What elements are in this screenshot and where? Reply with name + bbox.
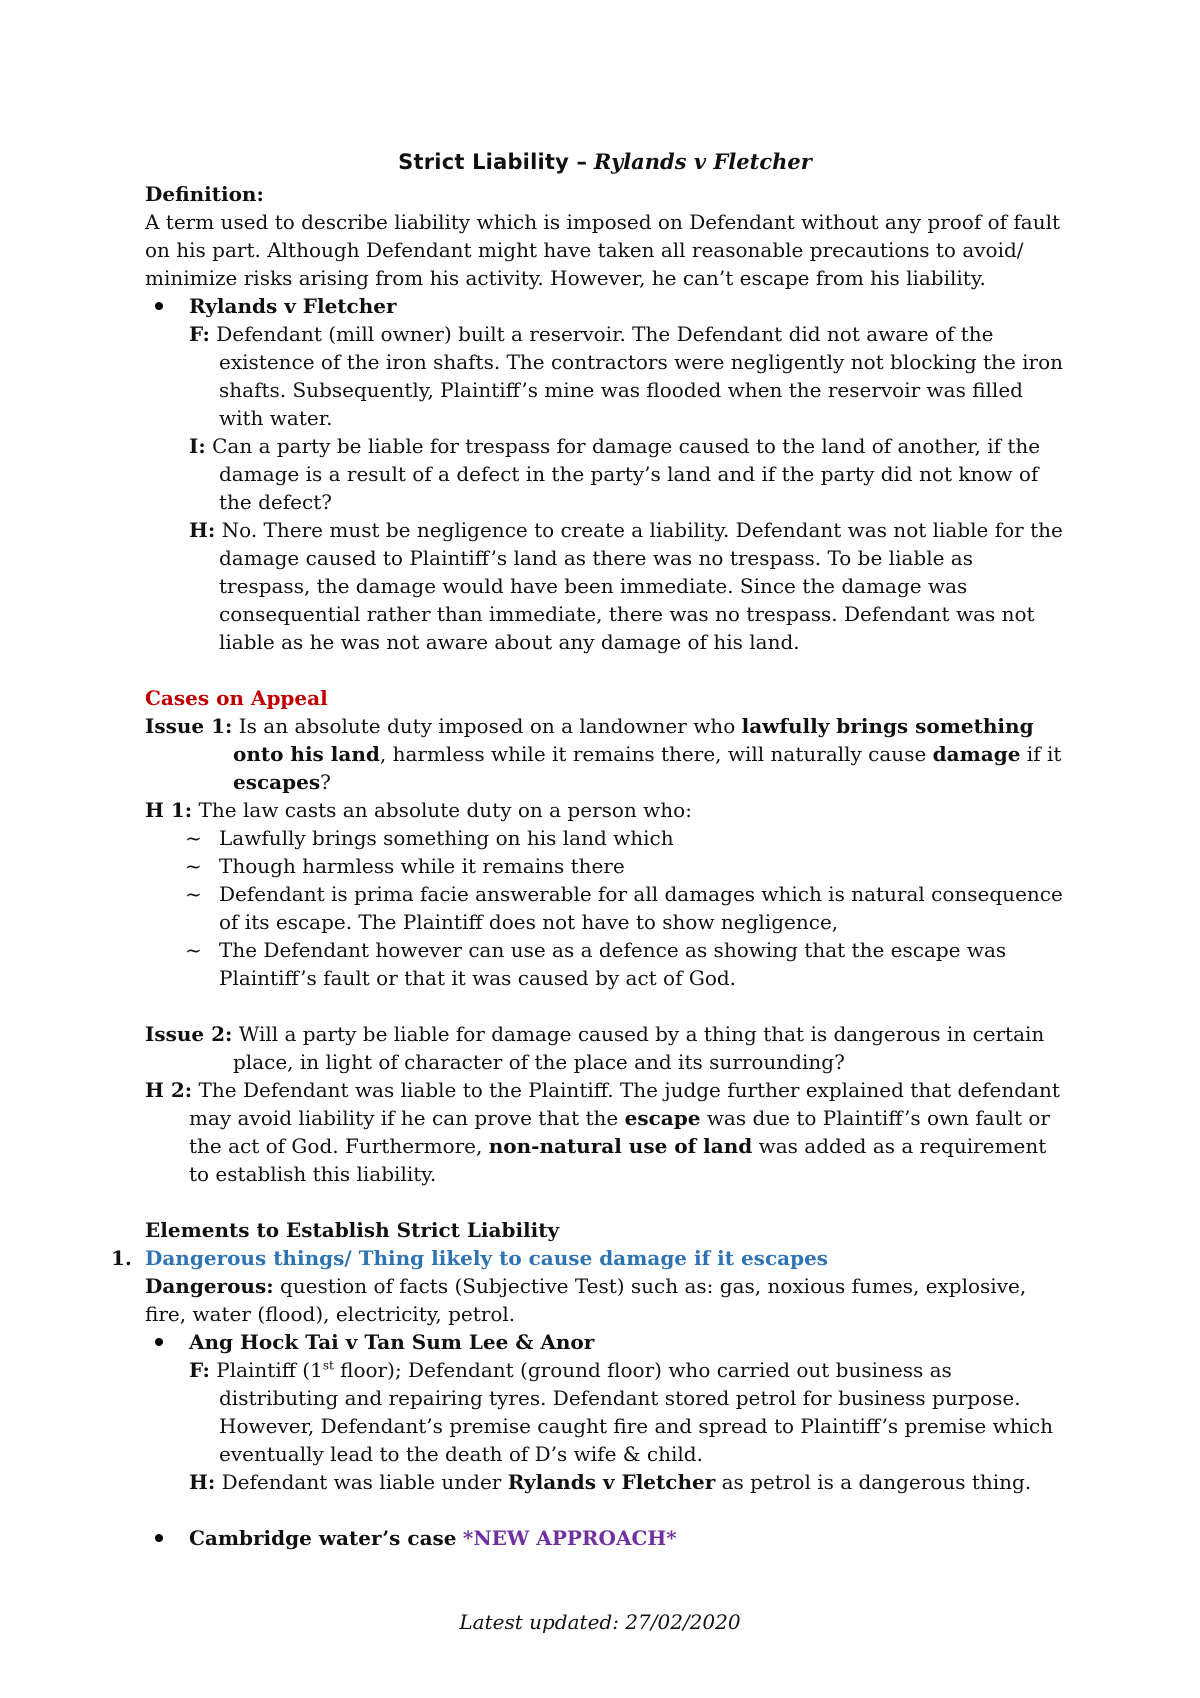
- element-number: 1.: [111, 1246, 132, 1270]
- h1-label: H 1:: [145, 798, 193, 822]
- issue2-text: Will a party be liable for damage caused by a thing that is dangerous in certain place, in light of character of the place and its surrounding?: [233, 1022, 1045, 1074]
- issue-label: I:: [189, 434, 206, 458]
- dangerous-definition: [145, 1272, 1065, 1328]
- new-approach-tag: *NEW APPROACH*: [462, 1526, 677, 1550]
- held-label: H:: [189, 518, 216, 542]
- appeal-issue-2: [145, 1020, 1065, 1076]
- appeal-held-1: [145, 796, 1065, 824]
- held-text-c: as petrol is a dangerous thing.: [721, 1470, 1032, 1494]
- h1-item-text: Lawfully brings something on his land which: [219, 826, 674, 850]
- issue1-text-b: lawfully brings something onto his land: [233, 714, 1034, 766]
- held-text: No. There must be negligence to create a liability. Defendant was not liable for the damage caused to Plaintiff’s land as there was no trespass. To be liable as trespass, the damage would have been immediate. Since the damage was consequential rather than immediate, there was no trespass. Defendant was not liable as he was not aware about any damage of his land.: [219, 518, 1063, 654]
- held-text-b: Rylands v Fletcher: [507, 1470, 716, 1494]
- elements-heading: Elements to Establish Strict Liability: [145, 1218, 560, 1242]
- rylands-issue: [189, 432, 1065, 516]
- appeal-heading: Cases on Appeal: [145, 686, 328, 710]
- definition-heading: Definition:: [145, 182, 264, 206]
- anghock-facts: [189, 1356, 1065, 1468]
- element-1-title: Dangerous things/ Thing likely to cause damage if it escapes: [145, 1246, 829, 1270]
- h2-text-e: was added as a requirement to establish this liability.: [189, 1134, 1047, 1186]
- h2-text-c: was due to Plaintiff’s own fault or the act of God. Furthermore,: [189, 1106, 1050, 1158]
- issue1-text-e: if it: [1026, 742, 1062, 766]
- h1-list-item: [145, 824, 1065, 852]
- issue1-text-g: ?: [320, 770, 331, 794]
- facts-label: F:: [189, 1358, 210, 1382]
- issue1-text-c: , harmless while it remains there, will naturally cause: [379, 742, 927, 766]
- h1-text: The law casts an absolute duty on a person who:: [198, 798, 692, 822]
- h2-text-d: non-natural use of land: [488, 1134, 753, 1158]
- case-cambridge-heading: [145, 1524, 1065, 1552]
- h1-item-text: The Defendant however can use as a defence as showing that the escape was Plaintiff’s fault or that it was caused by act of God.: [219, 938, 1007, 990]
- h1-list-item: [145, 880, 1065, 936]
- tilde-marker: ~: [185, 826, 202, 850]
- issue1-label: Issue 1:: [145, 714, 233, 738]
- issue1-text-d: damage: [932, 742, 1021, 766]
- case-rylands-heading: Rylands v Fletcher: [145, 292, 1065, 320]
- page-title: [145, 148, 1065, 176]
- tilde-marker: ~: [185, 854, 202, 878]
- rylands-held: [189, 516, 1065, 656]
- tilde-marker: ~: [185, 938, 202, 962]
- issue2-label: Issue 2:: [145, 1022, 233, 1046]
- h2-text-b: escape: [624, 1106, 701, 1130]
- page-footer: Latest updated: 27/02/2020: [459, 1610, 741, 1634]
- h1-list-item: [145, 852, 1065, 880]
- title-strong: Strict Liability –: [398, 150, 588, 174]
- title-case: Rylands v Fletcher: [593, 149, 812, 174]
- facts-text-b: floor); Defendant (ground floor) who carried out business as distributing and repairing tyres. Defendant stored petrol for business purpose. However, Defendant’s premise caught fire and spread to Plaintiff’s premise which eventually lead to the death of D’s wife & child.: [219, 1358, 1054, 1466]
- tilde-marker: ~: [185, 882, 202, 906]
- ordinal-suffix: st: [322, 1358, 334, 1373]
- definition-text: A term used to describe liability which is imposed on Defendant without any proof of fault on his part. Although Defendant might have taken all reasonable precautions to avoid/ minimize risks arising from his activity. However, he can’t escape from his liability.: [145, 210, 1061, 290]
- issue1-text-a: Is an absolute duty imposed on a landowner who: [238, 714, 736, 738]
- h1-item-text: Though harmless while it remains there: [219, 854, 625, 878]
- appeal-held-2: [145, 1076, 1065, 1188]
- anghock-held: [189, 1468, 1065, 1496]
- rylands-facts: [189, 320, 1065, 432]
- appeal-issue-1: [145, 712, 1065, 796]
- case-rylands-body: [145, 320, 1065, 656]
- h2-label: H 2:: [145, 1078, 193, 1102]
- issue1-text-f: escapes: [233, 770, 321, 794]
- element-1: [111, 1244, 1065, 1272]
- dangerous-label: Dangerous:: [145, 1274, 274, 1298]
- issue-text: Can a party be liable for trespass for damage caused to the land of another, if the damage is a result of a defect in the party’s land and if the party did not know of the defect?: [212, 434, 1041, 514]
- held-label: H:: [189, 1470, 216, 1494]
- facts-label: F:: [189, 322, 210, 346]
- facts-text-a: Plaintiff (1: [216, 1358, 323, 1382]
- h1-item-text: Defendant is prima facie answerable for all damages which is natural consequence of its escape. The Plaintiff does not have to show negligence,: [219, 882, 1063, 934]
- h1-list-item: [145, 936, 1065, 992]
- dangerous-text: question of facts (Subjective Test) such as: gas, noxious fumes, explosive, fire, water (flood), electricity, petrol.: [145, 1274, 1027, 1326]
- held-text-a: Defendant was liable under: [221, 1470, 502, 1494]
- case-anghock-body: [145, 1356, 1065, 1496]
- facts-text: Defendant (mill owner) built a reservoir. The Defendant did not aware of the existence of the iron shafts. The contractors were negligently not blocking the iron shafts. Subsequently, Plaintiff’s mine was flooded when the reservoir was filled with water.: [216, 322, 1064, 430]
- cambridge-name: Cambridge water’s case: [189, 1526, 457, 1550]
- h2-text-a: The Defendant was liable to the Plaintiff. The judge further explained that defendant may avoid liability if he can prove that the: [189, 1078, 1060, 1130]
- case-anghock-heading: Ang Hock Tai v Tan Sum Lee & Anor: [145, 1328, 1065, 1356]
- document-page: [111, 148, 1065, 1552]
